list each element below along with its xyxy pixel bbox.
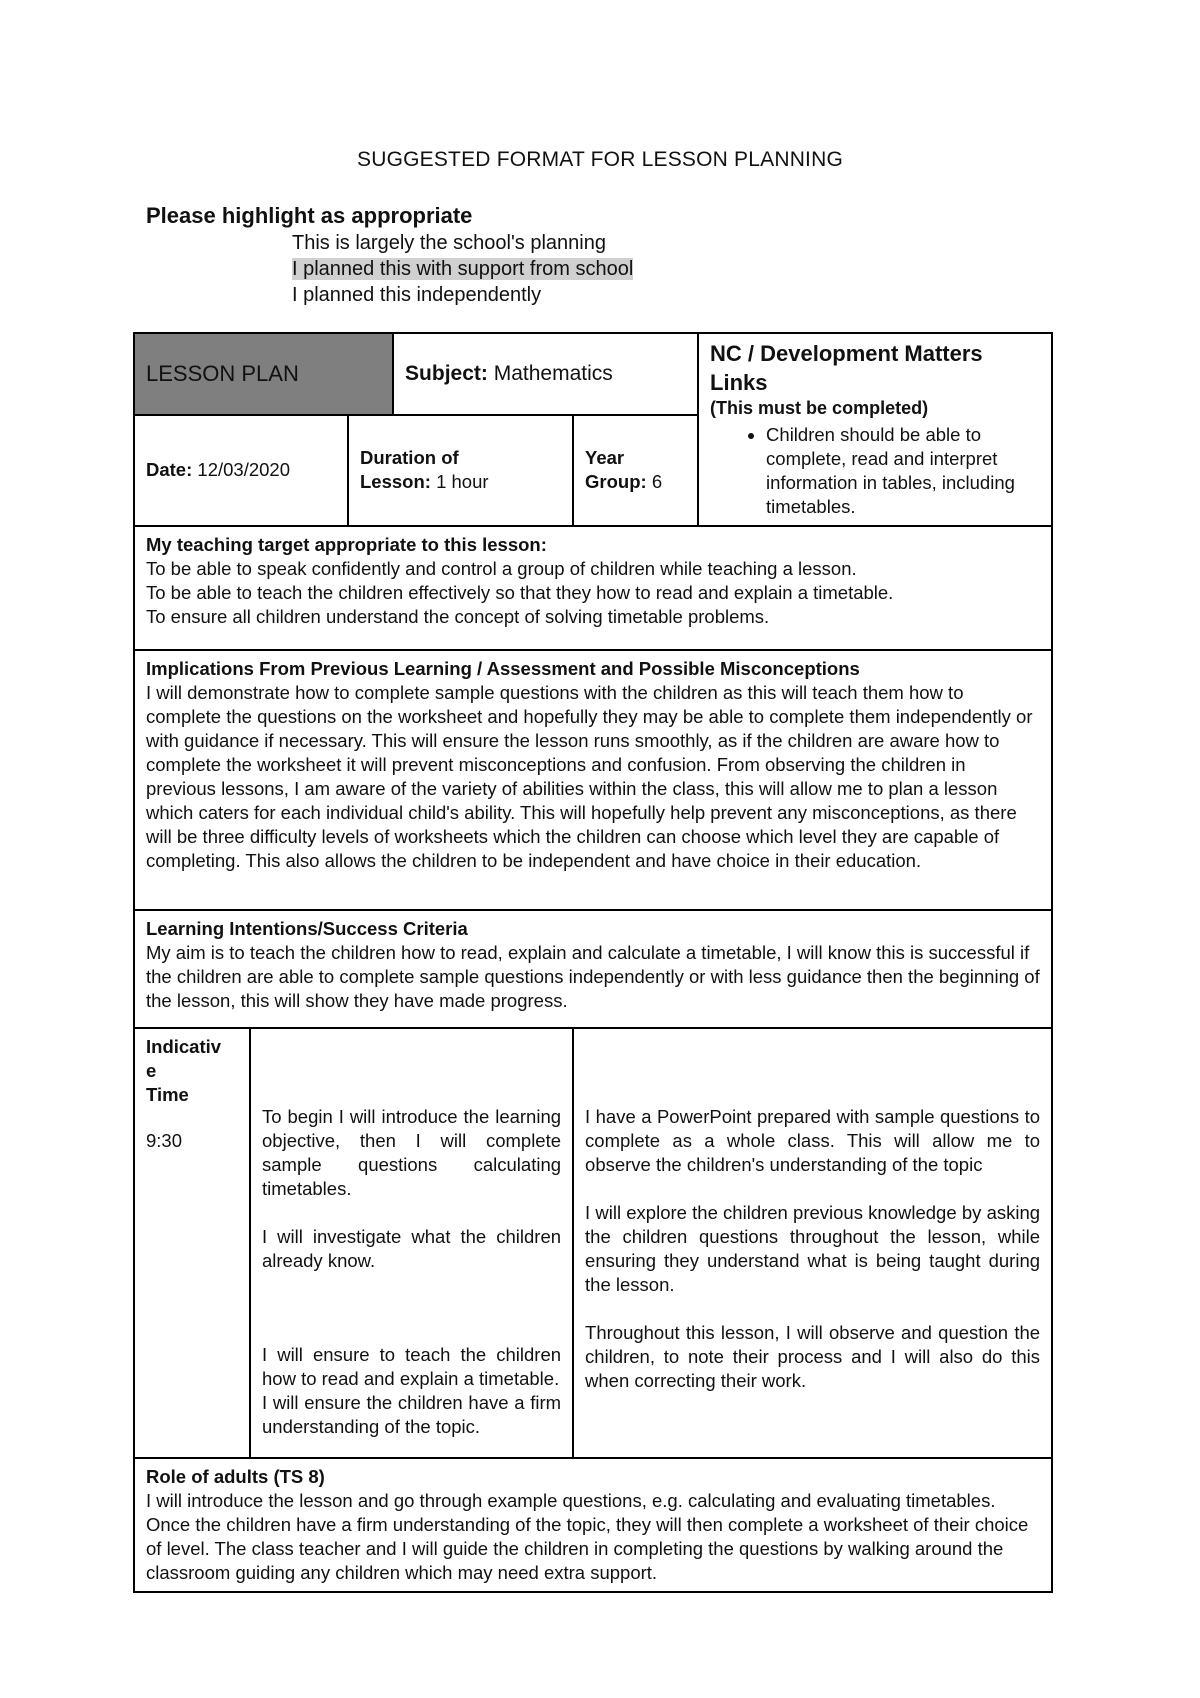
implications-heading: Implications From Previous Learning / Assessment and Possible Misconceptions <box>146 657 860 679</box>
duration-cell <box>348 415 573 526</box>
year-label-2: Group: <box>585 471 647 493</box>
role-of-adults-section <box>134 1458 1052 1592</box>
highlight-heading: Please highlight as appropriate <box>146 203 473 228</box>
date-cell <box>134 415 348 526</box>
nc-links-note: (This must be completed) <box>710 398 929 419</box>
role-of-adults-heading: Role of adults (TS 8) <box>146 1465 325 1487</box>
implications-section <box>134 650 1052 910</box>
teaching-target-line: To ensure all children understand the concept of solving timetable problems. <box>146 605 770 627</box>
teaching-target-line: To be able to speak confidently and control a group of children while teaching a lesson. <box>146 557 857 579</box>
role-of-adults-text: I will introduce the lesson and go through example questions, e.g. calculating and evaluating timetables. Once the children have a firm understanding of the topic, they will then complete a worksheet of their choice of level. The class teacher and I will guide the children in completing the questions by walking around the classroom guiding any children which may need extra support. <box>146 1489 1029 1583</box>
assessment-note: I will explore the children previous knowledge by asking the children questions throughout the lesson, while ensuring they understand what is being taught during the lesson. <box>585 1201 1041 1296</box>
date-label: Date: <box>146 459 193 481</box>
learning-intentions-section <box>134 910 1052 1028</box>
option-independent: I planned this independently <box>292 284 542 306</box>
subject-cell <box>393 333 698 415</box>
year-group-cell <box>573 415 698 526</box>
teacher-activity: I will ensure to teach the children how to read and explain a timetable. <box>262 1344 562 1390</box>
duration-label-2: Lesson: <box>360 471 431 493</box>
subject-value: Mathematics <box>493 362 613 386</box>
subject-label: Subject: <box>405 362 488 386</box>
time-heading-line: Indicativ <box>146 1035 222 1057</box>
date-value: 12/03/2020 <box>197 459 290 481</box>
assessment-note: Throughout this lesson, I will observe and question the children, to note their process and I will also do this when correcting their work. <box>585 1322 1041 1392</box>
assessment-cell <box>573 1028 1052 1458</box>
lesson-plan-table <box>133 332 1053 1593</box>
year-label-1: Year <box>585 447 625 469</box>
lesson-plan-heading: LESSON PLAN <box>134 333 393 415</box>
teaching-target-line: To be able to teach the children effectively so that they how to read and explain a timetable. <box>146 581 894 603</box>
time-heading-line: e <box>146 1059 157 1081</box>
time-heading-line: Time <box>146 1083 189 1105</box>
teacher-activity-cell <box>250 1028 573 1458</box>
duration-value: 1 hour <box>436 471 489 493</box>
teacher-activity: I will investigate what the children already know. <box>262 1225 562 1271</box>
planning-options <box>292 230 633 308</box>
document-title: SUGGESTED FORMAT FOR LESSON PLANNING <box>357 148 843 171</box>
learning-intentions-heading: Learning Intentions/Success Criteria <box>146 917 468 939</box>
duration-label-1: Duration of <box>360 447 459 469</box>
option-school-planning: This is largely the school's planning <box>292 232 606 254</box>
implications-text: I will demonstrate how to complete sample questions with the children as this will teach them how to complete the questions on the worksheet and hopefully they may be able to complete them independently or with guidance if necessary. This will ensure the lesson runs smoothly, as if the children are aware how to complete the worksheet it will prevent misconceptions and confusion. From observing the children in previous lessons, I am aware of the variety of abilities within the class, this will allow me to plan a lesson which caters for each individual child's ability. This will hopefully help prevent any misconceptions, as there will be three difficulty levels of worksheets which the children can choose which level they are capable of completing. This also allows the children to be independent and have choice in their education. <box>146 681 1033 872</box>
learning-intentions-text: My aim is to teach the children how to read, explain and calculate a timetable, I will know this is successful if the children are able to complete sample questions independently or with less guidance then the beginning of the lesson, this will show they have made progress. <box>146 941 1040 1011</box>
option-with-support-selected: I planned this with support from school <box>292 258 634 280</box>
teacher-activity: To begin I will introduce the learning objective, then I will complete sample questions calculating timetables. <box>262 1105 562 1199</box>
start-time: 9:30 <box>146 1129 183 1151</box>
teaching-target-section <box>134 526 1052 650</box>
assessment-note: I have a PowerPoint prepared with sample questions to complete as a whole class. This will allow me to observe the children's understanding of the topic <box>585 1105 1041 1175</box>
indicative-time-cell <box>134 1028 250 1458</box>
nc-link-item: • Children should be able to complete, read and interpret information in tables, including timetables. <box>766 423 1040 519</box>
teaching-target-heading: My teaching target appropriate to this lesson: <box>146 533 547 555</box>
year-value: 6 <box>651 471 663 493</box>
nc-links-list <box>710 423 1040 519</box>
nc-links-cell <box>698 333 1052 526</box>
teacher-activity: I will ensure the children have a firm understanding of the topic. <box>262 1392 562 1438</box>
nc-links-title: NC / Development Matters Links <box>710 341 983 395</box>
